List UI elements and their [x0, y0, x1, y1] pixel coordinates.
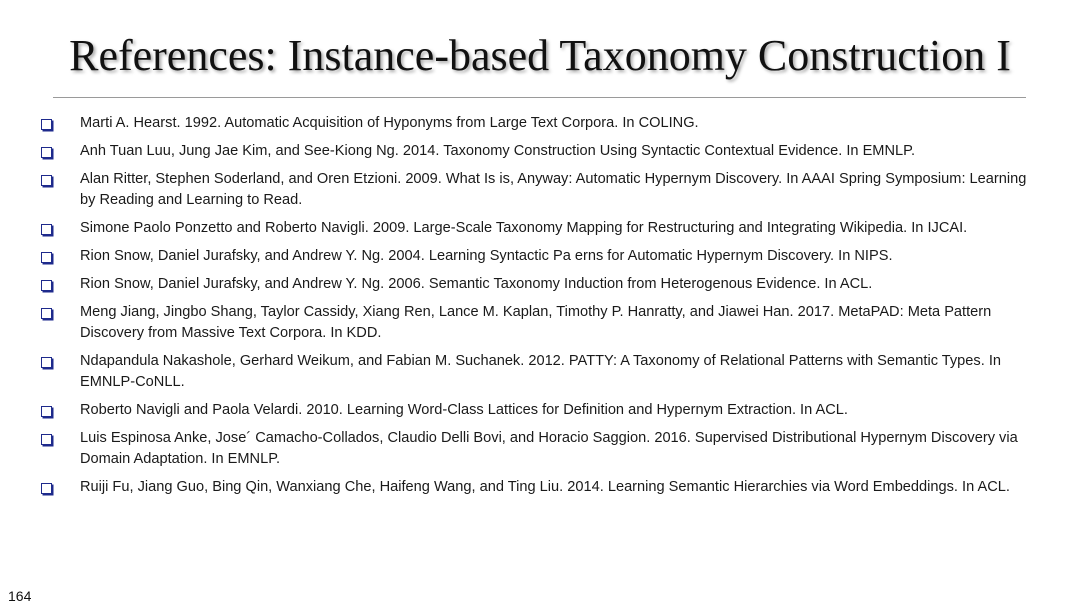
reference-item — [38, 141, 1038, 162]
reference-text: Rion Snow, Daniel Jurafsky, and Andrew Y. Ng. 2006. Semantic Taxonomy Induction from Heterogenous Evidence. In ACL. — [80, 276, 873, 292]
reference-item — [38, 400, 1038, 421]
page-number: 164 — [8, 588, 32, 604]
reference-text: Ruiji Fu, Jiang Guo, Bing Qin, Wanxiang Che, Haifeng Wang, and Ting Liu. 2014. Learning Semantic Hierarchies via Word Embeddings. In ACL. — [80, 479, 1010, 495]
square-bullet-icon — [41, 434, 52, 445]
reference-text: Anh Tuan Luu, Jung Jae Kim, and See-Kiong Ng. 2014. Taxonomy Construction Using Syntactic Contextual Evidence. In EMNLP. — [80, 143, 916, 159]
reference-item — [38, 274, 1038, 295]
reference-text: Simone Paolo Ponzetto and Roberto Navigli. 2009. Large-Scale Taxonomy Mapping for Restructuring and Integrating Wikipedia. In IJCAI. — [80, 220, 968, 236]
square-bullet-icon — [41, 280, 52, 291]
slide-title: References: Instance-based Taxonomy Construction I — [69, 31, 1011, 80]
reference-item — [38, 169, 1038, 211]
reference-list — [38, 113, 1038, 505]
reference-item — [38, 218, 1038, 239]
reference-text: Alan Ritter, Stephen Soderland, and Oren Etzioni. 2009. What Is is, Anyway: Automatic Hypernym Discovery. In AAAI Spring Symposium: Learning by Reading and Learning to Read. — [80, 171, 1027, 208]
reference-text: Luis Espinosa Anke, Jose´ Camacho-Collados, Claudio Delli Bovi, and Horacio Saggion. 2016. Supervised Distributional Hypernym Discovery via Domain Adaptation. In EMNLP. — [80, 430, 1018, 467]
square-bullet-icon — [41, 483, 52, 494]
reference-text: Ndapandula Nakashole, Gerhard Weikum, and Fabian M. Suchanek. 2012. PATTY: A Taxonomy of Relational Patterns with Semantic Types. In EMNLP-CoNLL. — [80, 353, 1001, 390]
square-bullet-icon — [41, 175, 52, 186]
square-bullet-icon — [41, 252, 52, 263]
reference-item — [38, 113, 1038, 134]
reference-item — [38, 246, 1038, 267]
reference-item — [38, 477, 1038, 498]
reference-text: Marti A. Hearst. 1992. Automatic Acquisition of Hyponyms from Large Text Corpora. In COLING. — [80, 115, 699, 131]
square-bullet-icon — [41, 308, 52, 319]
square-bullet-icon — [41, 357, 52, 368]
square-bullet-icon — [41, 406, 52, 417]
reference-item — [38, 428, 1038, 470]
square-bullet-icon — [41, 147, 52, 158]
reference-item — [38, 351, 1038, 393]
title-divider — [53, 97, 1026, 98]
reference-item — [38, 302, 1038, 344]
reference-text: Roberto Navigli and Paola Velardi. 2010. Learning Word-Class Lattices for Definition and Hypernym Extraction. In ACL. — [80, 402, 848, 418]
square-bullet-icon — [41, 119, 52, 130]
square-bullet-icon — [41, 224, 52, 235]
reference-text: Rion Snow, Daniel Jurafsky, and Andrew Y. Ng. 2004. Learning Syntactic Pa erns for Automatic Hypernym Discovery. In NIPS. — [80, 248, 893, 264]
reference-text: Meng Jiang, Jingbo Shang, Taylor Cassidy, Xiang Ren, Lance M. Kaplan, Timothy P. Hanratty, and Jiawei Han. 2017. MetaPAD: Meta Pattern Discovery from Massive Text Corpora. In KDD. — [80, 304, 992, 341]
